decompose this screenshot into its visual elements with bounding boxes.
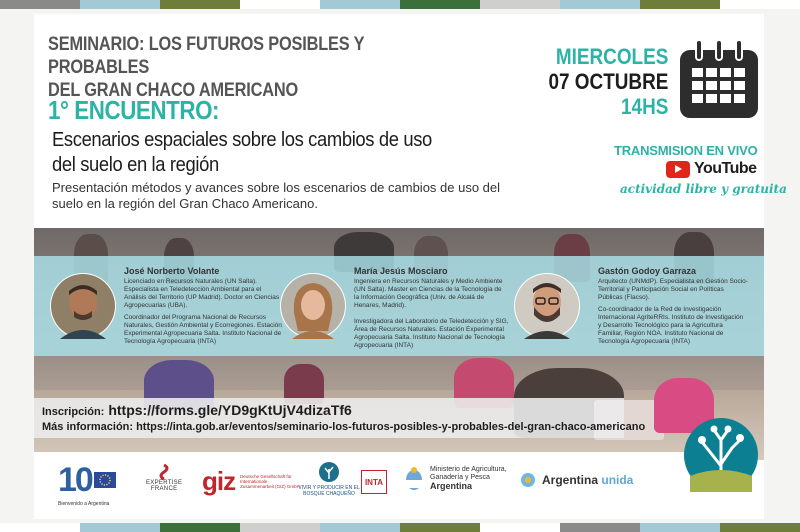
argentina-10-logo — [58, 461, 116, 507]
ten-logo-subtext: Bienvenido a Argentina — [58, 501, 110, 507]
stripe-segment — [720, 523, 800, 532]
event-time: 14HS — [620, 94, 668, 119]
stripe-segment — [0, 523, 80, 532]
speaker-affiliation: Co-coordinador de la Red de Investigación Internacional AgriteRRIs. Instituto de Investigación y Desarrollo Tecnológico para la Agricultura Familiar, Región NOA. Instituto Nacional de Tecnología Agropecuaria (INTA) — [598, 306, 744, 345]
expertise-france-logo — [146, 464, 182, 492]
encuentro-heading: 1° ENCUENTRO: — [48, 95, 220, 125]
registration-label: Inscripción: — [42, 406, 105, 418]
ministry-text — [430, 466, 507, 492]
stripe-segment — [640, 0, 720, 9]
ministry-line1: Ministerio de Agricultura, — [430, 466, 507, 473]
speaker-name: José Norberto Volante — [124, 266, 220, 276]
stripe-segment — [0, 0, 80, 9]
calendar-icon — [676, 36, 762, 122]
free-activity-tagline: actividad libre y gratuita — [620, 182, 787, 196]
stripe-segment — [320, 523, 400, 532]
stripe-segment — [80, 523, 160, 532]
stripe-segment — [480, 0, 560, 9]
registration-link[interactable]: https://forms.gle/YD9gKtUjV4dizaTf6 — [108, 402, 352, 418]
seminar-title-line2: DEL GRAN CHACO AMERICANO — [48, 80, 299, 101]
session-subtitle-line1: Escenarios espaciales sobre los cambios de uso — [52, 129, 432, 151]
session-description: Presentación métodos y avances sobre los escenarios de cambios de uso del suelo en la región del Gran Chaco Americano. — [52, 180, 501, 211]
inta-text: INTA — [364, 477, 384, 487]
youtube-logo[interactable] — [666, 160, 757, 178]
argentina-word: Argentina — [542, 473, 599, 487]
ten-logo-text: 10 — [58, 461, 92, 499]
speaker-photo — [280, 273, 346, 339]
speaker-bio: Arquitecto (UNMdP). Especialista en Gestión Socio-Territorial y Participación Social en Políticas Públicas (Flacso). — [598, 278, 748, 301]
speaker-photo — [50, 273, 116, 339]
eu-flag-icon — [94, 469, 116, 491]
stripe-segment — [160, 523, 240, 532]
stripe-segment — [560, 0, 640, 9]
speaker-photo — [514, 273, 580, 339]
argentina-coat-of-arms-icon — [404, 466, 424, 492]
giz-text: giz — [202, 466, 236, 496]
france-label: FRANCE — [150, 486, 178, 492]
youtube-label: YouTube — [694, 160, 757, 177]
stripe-segment — [720, 0, 800, 9]
event-date — [548, 44, 668, 119]
session-subtitle-line2: del suelo en la región — [52, 154, 219, 176]
speaker-affiliation: Investigadora del Laboratorio de Teledetección y SIG, Área de Recursos Naturales. Estación Experimental Agropecuaria Salta. Instituto Nacional de Tecnología Agropecuaria (INTA) — [354, 318, 509, 349]
speaker-affiliation: Coordinador del Programa Nacional de Recursos Naturales, Gestión Ambiental y Ecorregiones. Estación Experimental Agropecuaria Salta. Instituto Nacional de Tecnología Agropecuaria (INTA) — [124, 314, 282, 345]
unida-word: unida — [601, 473, 634, 487]
vivir-producir-logo — [298, 461, 360, 497]
sun-icon — [520, 472, 536, 488]
expertise-france-icon — [156, 464, 172, 480]
giz-logo — [202, 468, 300, 494]
speaker-name: Gastón Godoy Garraza — [598, 266, 697, 276]
stripe-segment — [640, 523, 720, 532]
ministry-country: Argentina — [430, 481, 473, 491]
stripe-segment — [560, 523, 640, 532]
expertise-label: EXPERTISE — [146, 480, 183, 486]
event-date-text: 07 OCTUBRE — [548, 69, 668, 94]
stripe-segment — [320, 0, 400, 9]
ministry-logo — [404, 466, 507, 492]
stripe-segment — [240, 523, 320, 532]
more-info-label: Más información: — [42, 421, 134, 433]
forest-icon — [318, 461, 340, 483]
inta-logo — [361, 470, 387, 494]
more-info-link[interactable]: https://inta.gob.ar/eventos/seminario-los-futuros-posibles-y-probables-del-gran-chaco-americano — [136, 421, 646, 433]
stripe-segment — [400, 0, 480, 9]
speaker-name: María Jesús Mosciaro — [354, 266, 448, 276]
seminar-title-line1: SEMINARIO: LOS FUTUROS POSIBLES Y PROBABLES — [48, 34, 365, 78]
vivir-producir-text: VIVIR Y PRODUCIR EN EL BOSQUE CHAQUEÑO — [298, 485, 360, 497]
session-subtitle — [52, 128, 484, 178]
stripe-segment — [80, 0, 160, 9]
live-broadcast-label: TRANSMISION EN VIVO — [614, 143, 758, 158]
bottom-decorative-stripe — [0, 523, 800, 532]
giz-subtext: Deutsche Gesellschaft für Internationale Zusammenarbeit (GIZ) GmbH — [240, 473, 300, 489]
stripe-segment — [400, 523, 480, 532]
stripe-segment — [160, 0, 240, 9]
more-info-line — [42, 421, 645, 433]
speaker-bio: Ingeniera en Recursos Naturales y Medio Ambiente (UN Salta). Master en Ciencias de la Tecnología de la Información Geográfica (Univ. de Alcalá de Henares, Madrid). — [354, 278, 503, 309]
ministry-line2: Ganadería y Pesca — [430, 474, 490, 481]
argentina-unida-text — [542, 473, 633, 487]
top-decorative-stripe — [0, 0, 800, 9]
speaker-bio: Licenciado en Recursos Naturales (UN Salta). Especialista en Teledetección Ambiental para el Análisis del Territorio (UP Madrid). Doctor en Ciencias Agropecuarias (UBA). — [124, 278, 280, 309]
argentina-unida-logo — [520, 472, 633, 488]
tree-logo-icon — [684, 418, 758, 492]
youtube-play-icon — [666, 161, 690, 178]
stripe-segment — [480, 523, 560, 532]
stripe-segment — [240, 0, 320, 9]
seminar-title — [48, 33, 452, 102]
event-day: MIERCOLES — [555, 44, 668, 69]
registration-line — [42, 402, 352, 418]
